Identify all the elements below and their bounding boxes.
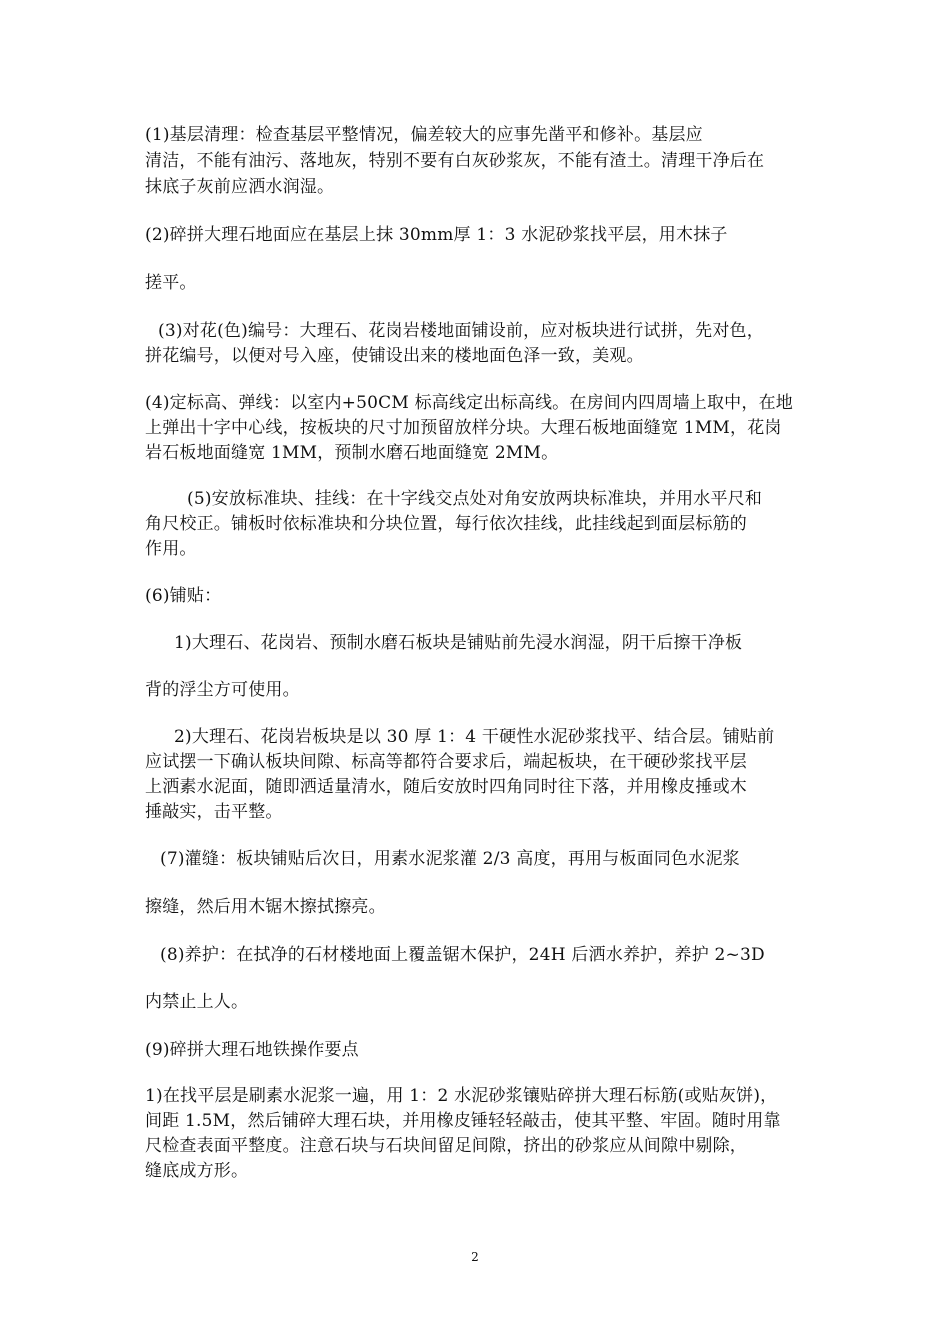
- text-line: 岩石板地面缝宽 1MM，预制水磨石地面缝宽 2MM。: [145, 443, 559, 463]
- text-line: 应试摆一下确认板块间隙、标高等都符合要求后，端起板块，在干硬砂浆找平层: [145, 752, 747, 772]
- text-line: 尺检查表面平整度。注意石块与石块间留足间隙，挤出的砂浆应从间隙中剔除，: [145, 1136, 747, 1156]
- text-line: (3)对花(色)编号：大理石、花岗岩楼地面铺设前，应对板块进行试拼，先对色，: [158, 321, 764, 341]
- text-line: 抹底子灰前应洒水润湿。: [145, 177, 335, 197]
- text-line: (9)碎拼大理石地铁操作要点: [145, 1040, 359, 1060]
- text-line: 擦缝，然后用木锯木擦拭擦亮。: [145, 897, 386, 917]
- text-line: 作用。: [145, 539, 197, 559]
- text-line: 背的浮尘方可使用。: [145, 680, 300, 700]
- text-line: 搓平。: [145, 273, 197, 293]
- text-line: 间距 1.5M，然后铺碎大理石块，并用橡皮锤轻轻敲击，使其平整、牢固。随时用靠: [145, 1111, 781, 1131]
- text-line: 缝底成方形。: [145, 1161, 249, 1181]
- text-line: 上洒素水泥面，随即洒适量清水，随后安放时四角同时往下落，并用橡皮捶或木: [145, 777, 747, 797]
- text-line: (2)碎拼大理石地面应在基层上抹 30mm厚 1：3 水泥砂浆找平层，用木抹子: [145, 225, 728, 245]
- page-number: 2: [471, 1250, 479, 1264]
- text-line: 2)大理石、花岗岩板块是以 30 厚 1：4 干硬性水泥砂浆找平、结合层。铺贴前: [174, 727, 775, 747]
- text-line: 拼花编号，以便对号入座，使铺设出来的楼地面色泽一致，美观。: [145, 346, 644, 366]
- text-line: 捶敲实，击平整。: [145, 802, 283, 822]
- text-line: (6)铺贴：: [145, 586, 222, 606]
- text-line: (5)安放标准块、挂线：在十字线交点处对角安放两块标准块，并用水平尺和: [187, 489, 763, 509]
- text-line: 上弹出十字中心线，按板块的尺寸加预留放样分块。大理石板地面缝宽 1MM，花岗: [145, 418, 782, 438]
- text-line: (1)基层清理：检查基层平整情况，偏差较大的应事先凿平和修补。基层应: [145, 125, 703, 145]
- text-line: (4)定标高、弹线：以室内+50CM 标高线定出标高线。在房间内四周墙上取中，在地: [145, 393, 793, 413]
- text-line: 清洁，不能有油污、落地灰，特别不要有白灰砂浆灰，不能有渣土。清理干净后在: [145, 151, 765, 171]
- text-line: 角尺校正。铺板时依标准块和分块位置，每行依次挂线，此挂线起到面层标筋的: [145, 514, 747, 534]
- text-line: (7)灌缝：板块铺贴后次日，用素水泥浆灌 2/3 高度，再用与板面同色水泥浆: [160, 849, 740, 869]
- text-line: 1)大理石、花岗岩、预制水磨石板块是铺贴前先浸水润湿，阴干后擦干净板: [174, 633, 743, 653]
- text-line: 内禁止上人。: [145, 992, 249, 1012]
- text-line: (8)养护：在拭净的石材楼地面上覆盖锯木保护，24H 后洒水养护，养护 2~3D: [160, 945, 765, 965]
- text-line: 1)在找平层是刷素水泥浆一遍，用 1：2 水泥砂浆镶贴碎拼大理石标筋(或贴灰饼)，: [145, 1086, 778, 1106]
